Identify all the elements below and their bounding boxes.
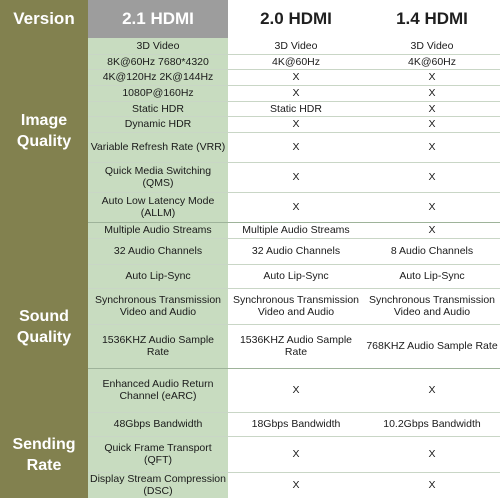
- cell-v20: X: [292, 87, 300, 99]
- cell-v20: X: [292, 201, 300, 213]
- category-sending-rate: [0, 434, 88, 476]
- cell-v14: Synchronous Transmission Video and Audio: [368, 294, 496, 318]
- cell-v20: X: [292, 479, 300, 491]
- row-divider: [88, 324, 500, 325]
- row-divider: [88, 472, 500, 473]
- cell-v20: 18Gbps Bandwidth: [251, 418, 341, 430]
- category-image-quality: [0, 110, 88, 152]
- cell-v21: 1080P@160Hz: [122, 87, 194, 99]
- table-row: [88, 436, 500, 472]
- table-row: [88, 38, 500, 54]
- cell-v14: 10.2Gbps Bandwidth: [383, 418, 481, 430]
- cell-v20: Synchronous Transmission Video and Audio: [232, 294, 360, 318]
- cell-v21: 8K@60Hz 7680*4320: [107, 55, 209, 68]
- cell-v20: X: [292, 171, 300, 183]
- cell-v20: X: [292, 448, 300, 460]
- cell-v21: Quick Media Switching (QMS): [104, 165, 212, 189]
- category-sound-quality-line1: Sound: [19, 308, 69, 325]
- header-version: Version: [0, 0, 88, 38]
- cell-v21: Display Stream Compression (DSC): [90, 473, 226, 497]
- table-row: [88, 101, 500, 116]
- cell-v14: X: [428, 71, 436, 83]
- header-hdmi-2-1: 2.1 HDMI: [88, 0, 228, 38]
- row-divider: [88, 162, 500, 163]
- cell-v14: X: [428, 201, 436, 213]
- cell-v21: 32 Audio Channels: [113, 245, 203, 257]
- cell-v14: X: [428, 171, 436, 183]
- row-divider: [88, 238, 500, 239]
- category-sending-rate-line1: Sending: [12, 436, 76, 453]
- cell-v20: Multiple Audio Streams: [242, 224, 350, 236]
- cell-v20: 1536KHZ Audio Sample Rate: [239, 334, 353, 358]
- cell-v21: 3D Video: [136, 40, 180, 52]
- table-row: [88, 116, 500, 132]
- table-row: [88, 288, 500, 324]
- row-divider: [88, 436, 500, 437]
- cell-v21: 1536KHZ Audio Sample Rate: [101, 334, 215, 358]
- cell-v14: X: [428, 479, 436, 491]
- row-divider: [88, 85, 500, 86]
- header-hdmi-2-0: 2.0 HDMI: [228, 0, 364, 38]
- row-divider: [88, 69, 500, 70]
- cell-v21: 48Gbps Bandwidth: [113, 418, 203, 430]
- category-image-quality-line1: Image: [20, 112, 68, 129]
- row-divider: [88, 222, 500, 223]
- cell-v21: Variable Refresh Rate (VRR): [90, 141, 226, 153]
- category-image-quality-line2: Quality: [16, 133, 72, 150]
- row-divider: [88, 368, 500, 369]
- cell-v21: Synchronous Transmission Video and Audio: [94, 294, 222, 318]
- cell-v14: X: [428, 87, 436, 99]
- cell-v20: X: [292, 141, 300, 153]
- cell-v14: 4K@60Hz: [407, 55, 456, 68]
- cell-v21: Auto Lip-Sync: [125, 270, 191, 282]
- cell-v14: X: [428, 102, 436, 115]
- cell-v20: X: [292, 71, 300, 83]
- cell-v14: 8 Audio Channels: [390, 245, 474, 257]
- table-row: [88, 69, 500, 85]
- cell-v21: Quick Frame Transport (QFT): [104, 442, 212, 466]
- table-row: [88, 192, 500, 222]
- row-divider: [88, 132, 500, 133]
- cell-v20: 4K@60Hz: [271, 55, 320, 68]
- row-divider: [88, 54, 500, 55]
- cell-v14: 768KHZ Audio Sample Rate: [366, 340, 498, 352]
- cell-v14: X: [428, 141, 436, 153]
- table-row: [88, 368, 500, 412]
- category-sending-rate-line2: Rate: [26, 457, 62, 474]
- table-row: [88, 264, 500, 288]
- header-hdmi-1-4: 1.4 HDMI: [364, 0, 500, 38]
- cell-v20: X: [292, 384, 300, 396]
- cell-v21: Static HDR: [132, 102, 184, 115]
- table-row: [88, 54, 500, 69]
- category-sound-quality: [0, 306, 88, 348]
- cell-v21: Auto Low Latency Mode (ALLM): [101, 195, 215, 219]
- cell-v14: Auto Lip-Sync: [399, 270, 465, 282]
- cell-v14: X: [428, 448, 436, 460]
- category-sound-quality-line2: Quality: [16, 329, 72, 346]
- table-row: [88, 238, 500, 264]
- cell-v14: X: [428, 118, 436, 130]
- row-divider: [88, 264, 500, 265]
- cell-v21: Multiple Audio Streams: [104, 224, 212, 236]
- table-row: [88, 472, 500, 498]
- cell-v14: X: [428, 384, 436, 396]
- table-row: [88, 412, 500, 436]
- row-divider: [88, 288, 500, 289]
- row-divider: [88, 101, 500, 102]
- cell-v20: Static HDR: [270, 102, 322, 115]
- cell-v20: X: [292, 118, 300, 130]
- table-row: [88, 85, 500, 101]
- category-column: [0, 38, 88, 498]
- row-divider: [88, 412, 500, 413]
- cell-v20: 3D Video: [274, 40, 318, 52]
- cell-v21: Enhanced Audio Return Channel (eARC): [102, 378, 214, 402]
- cell-v21: 4K@120Hz 2K@144Hz: [102, 71, 214, 83]
- table-row: [88, 222, 500, 238]
- row-divider: [88, 116, 500, 117]
- cell-v20: 32 Audio Channels: [251, 245, 341, 257]
- cell-v21: Dynamic HDR: [124, 118, 192, 130]
- cell-v20: Auto Lip-Sync: [263, 270, 329, 282]
- table-row: [88, 162, 500, 192]
- table-row: [88, 132, 500, 162]
- row-divider: [88, 192, 500, 193]
- cell-v14: 3D Video: [410, 40, 454, 52]
- table-row: [88, 324, 500, 368]
- cell-v14: X: [428, 224, 436, 236]
